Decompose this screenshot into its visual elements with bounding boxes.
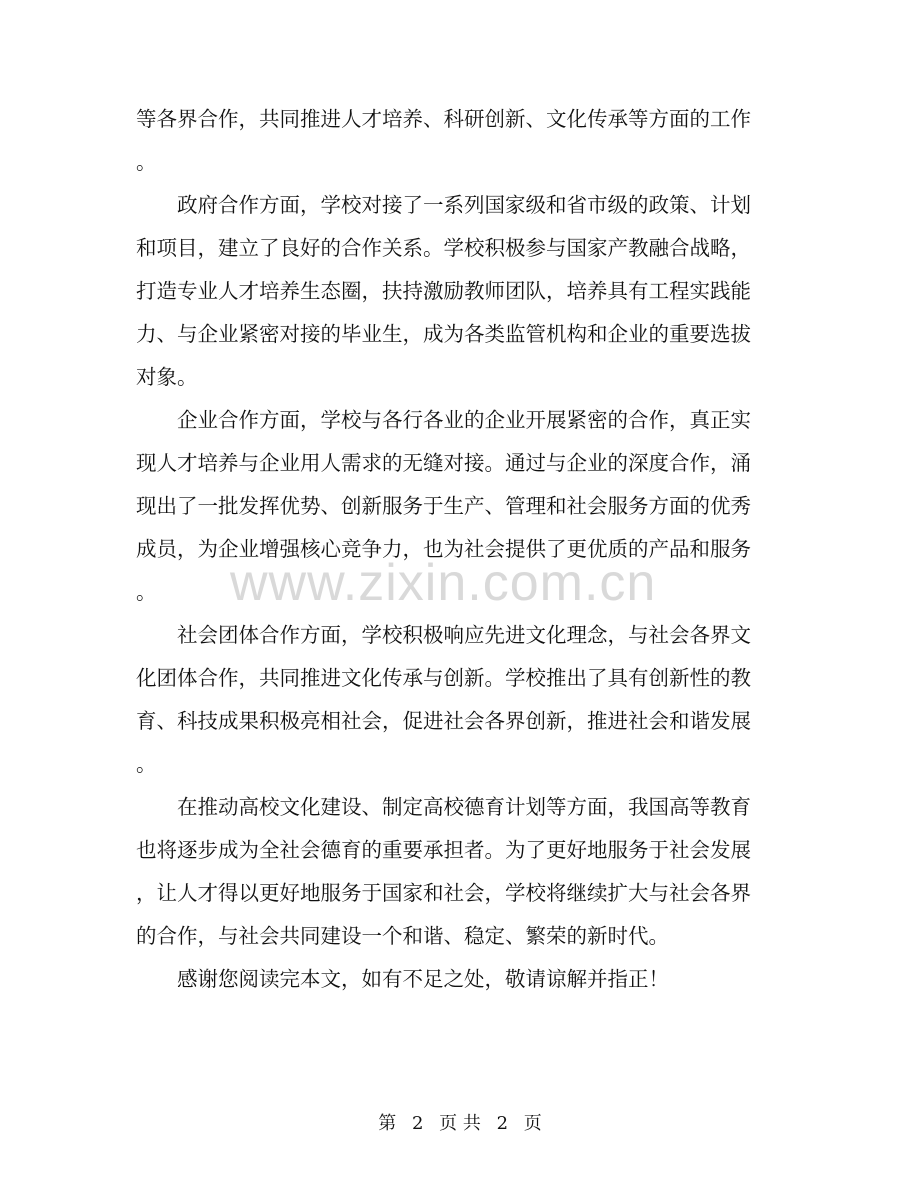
- total-page-number: 2: [496, 1113, 509, 1134]
- text-line: 也将逐步成为全社会德育的重要承担者。为了更好地服务于社会发展: [136, 838, 751, 862]
- text-line: 育、科技成果积极亮相社会，促进社会各界创新，推进社会和谐发展: [136, 709, 751, 733]
- paragraph-start-line: 政府合作方面，学校对接了一系列国家级和省市级的政策、计划: [177, 193, 751, 217]
- text-line: ，让人才得以更好地服务于国家和社会，学校将继续扩大与社会各界: [136, 881, 751, 905]
- paragraph-start-line: 在推动高校文化建设、制定高校德育计划等方面，我国高等教育: [177, 795, 751, 819]
- page-label-prefix: 第: [378, 1113, 397, 1134]
- paragraph-start-line: 社会团体合作方面，学校积极响应先进文化理念，与社会各界文: [177, 623, 751, 647]
- watermark: www.zixin.com.cn: [230, 554, 657, 612]
- page-footer: [0, 1110, 920, 1138]
- text-line: 。: [136, 150, 157, 174]
- text-line: 力、与企业紧密对接的毕业生，成为各类监管机构和企业的重要选拔: [136, 322, 751, 346]
- text-line: 化团体合作，共同推进文化传承与创新。学校推出了具有创新性的教: [136, 666, 751, 690]
- text-line: 等各界合作，共同推进人才培养、科研创新、文化传承等方面的工作: [136, 107, 751, 131]
- document-body: [136, 98, 776, 1001]
- paragraph-start-line: 企业合作方面，学校与各行各业的企业开展紧密的合作，真正实: [177, 408, 751, 432]
- page-label-suffix: 页: [523, 1113, 542, 1134]
- text-line: 。: [136, 580, 157, 604]
- text-line: 现出了一批发挥优势、创新服务于生产、管理和社会服务方面的优秀: [136, 494, 751, 518]
- page-label-middle: 页 共: [439, 1113, 481, 1134]
- text-line: 。: [136, 752, 157, 776]
- text-line: 成员，为企业增强核心竞争力，也为社会提供了更优质的产品和服务: [136, 537, 751, 561]
- closing-line: 感谢您阅读完本文，如有不足之处，敬请谅解并指正！: [177, 967, 669, 991]
- text-line: 对象。: [136, 365, 198, 389]
- text-line: 现人才培养与企业用人需求的无缝对接。通过与企业的深度合作，涌: [136, 451, 751, 475]
- text-line: 和项目，建立了良好的合作关系。学校积极参与国家产教融合战略，: [136, 236, 751, 260]
- current-page-number: 2: [411, 1113, 424, 1134]
- text-line: 的合作，与社会共同建设一个和谐、稳定、繁荣的新时代。: [136, 924, 669, 948]
- text-line: 打造专业人才培养生态圈，扶持激励教师团队，培养具有工程实践能: [136, 279, 751, 303]
